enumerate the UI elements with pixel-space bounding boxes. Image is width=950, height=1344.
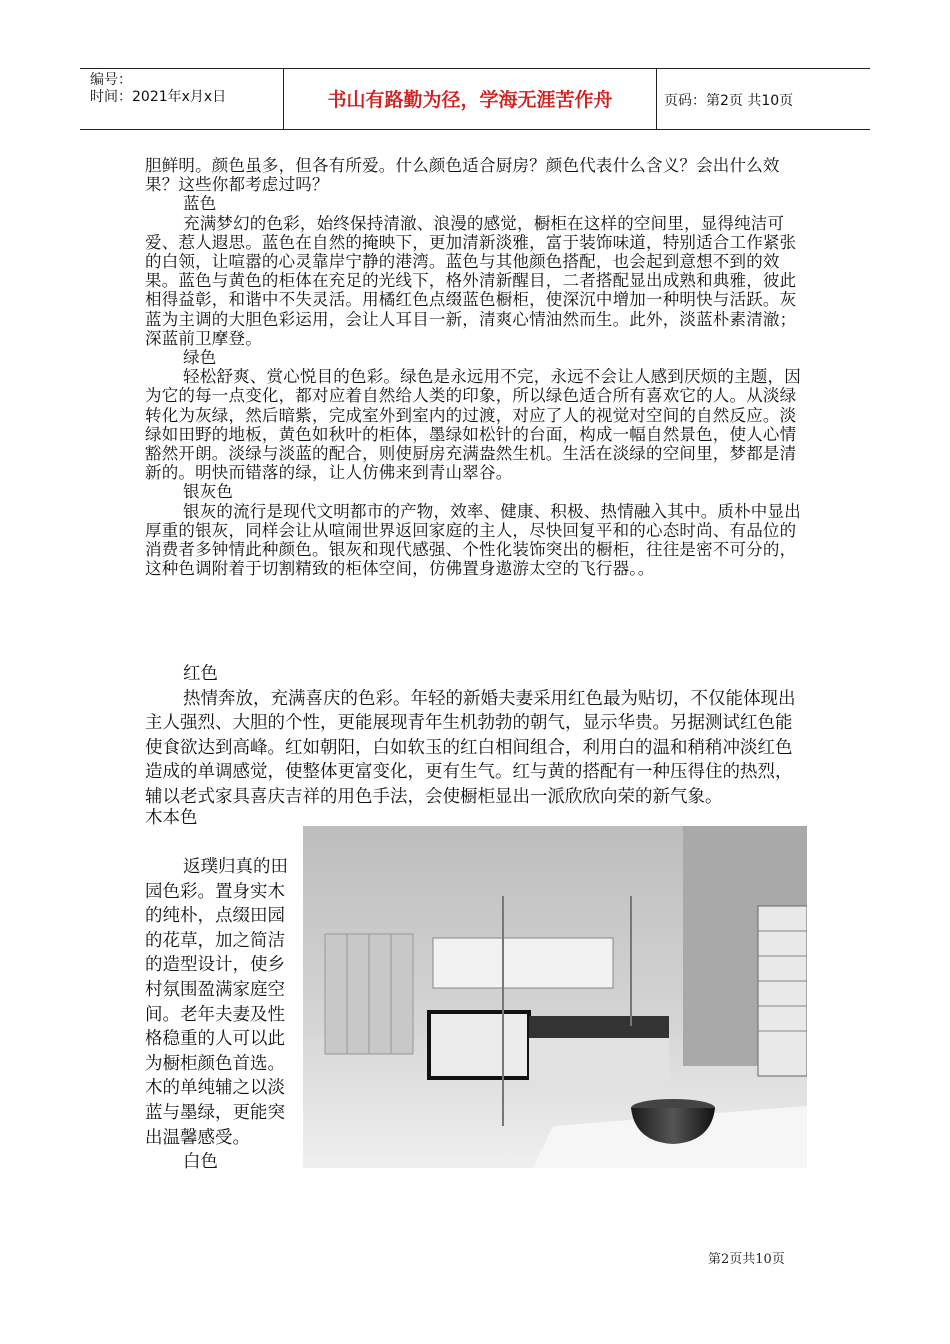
section-title-white: 白色	[183, 1152, 218, 1173]
header-motto: 书山有路勤为径，学海无涯苦作舟	[327, 89, 613, 111]
header-bottom-rule	[80, 129, 870, 130]
section-title-red: 红色	[183, 664, 218, 684]
wood-section	[145, 806, 297, 1175]
serial-label: 编号：	[90, 72, 132, 88]
date-label: 时间：2021年x月x日	[90, 89, 227, 105]
article-body	[145, 156, 809, 578]
section-text-wood: 返璞归真的田园色彩。置身实木的纯朴，点缀田园的花草，加之简洁的造型设计，使乡村氛围盈满家庭空间。老年夫妻及性格稳重的人可以此为橱柜颜色首选。木的单纯辅之以淡蓝与墨绿，更能突出温馨感受。	[145, 857, 288, 1148]
header-top-rule	[80, 68, 870, 69]
intro-paragraph: 胆鲜明。颜色虽多，但各有所爱。什么颜色适合厨房？颜色代表什么含义？会出什么效果？这些你都考虑过吗？	[145, 156, 780, 195]
header-page-label: 页码：第2页 共10页	[664, 93, 794, 109]
section-text-silver: 银灰的流行是现代文明都市的产物，效率、健康、积极、热情融入其中。质朴中显出厚重的银灰，同样会让从喧闹世界返回家庭的主人，尽快回复平和的心态时尚、有品位的消费者多钟情此种颜色。银灰和现代感强、个性化装饰突出的橱柜，往往是密不可分的，这种色调附着于切割精致的柜体空间，仿佛置身遨游太空的飞行器。。	[145, 501, 801, 579]
header-info	[90, 72, 226, 106]
header-divider	[656, 68, 657, 129]
section-title-green: 绿色	[183, 348, 217, 368]
kitchen-photo	[303, 826, 807, 1168]
section-text-blue: 充满梦幻的色彩，始终保持清澈、浪漫的感觉，橱柜在这样的空间里，显得纯洁可爱、惹人遐思。蓝色在自然的掩映下，更加清新淡雅，富于装饰味道，特别适合工作紧张的白领，让喧嚣的心灵靠岸宁静的港湾。蓝色与其他颜色搭配，也会起到意想不到的效果。蓝色与黄色的柜体在充足的光线下，格外清新醒目，二者搭配显出成熟和典雅，彼此相得益彰，和谐中不失灵活。用橘红色点缀蓝色橱柜，使深沉中增加一种明快与活跃。灰蓝为主调的大胆色彩运用，会让人耳目一新，清爽心情油然而生。此外，淡蓝朴素清澈；深蓝前卫摩登。	[145, 213, 797, 348]
section-text-green: 轻松舒爽、赏心悦目的色彩。绿色是永远用不完，永远不会让人感到厌烦的主题，因为它的每一点变化，都对应着自然给人类的印象，所以绿色适合所有喜欢它的人。从淡绿转化为灰绿，然后暗紫，完成室外到室内的过渡，对应了人的视觉对空间的自然反应。淡绿如田野的地板，黄色如秋叶的柜体，墨绿如松针的台面，构成一幅自然景色，使人心情豁然开朗。淡绿与淡蓝的配合，则使厨房充满盎然生机。生活在淡绿的空间里，梦都是清新的。明快而错落的绿，让人仿佛来到青山翠谷。	[145, 367, 801, 483]
section-title-wood: 木本色	[145, 808, 198, 828]
section-text-red: 热情奔放，充满喜庆的色彩。年轻的新婚夫妻采用红色最为贴切，不仅能体现出主人强烈、大胆的个性，更能展现青年生机勃勃的朝气，显示华贵。另据测试红色能使食欲达到高峰。红如朝阳，白如软玉的红白相间组合，利用白的温和稍稍冲淡红色造成的单调感觉，使整体更富变化，更有生气。红与黄的搭配有一种压得住的热烈，辅以老式家具喜庆吉祥的用色手法，会使橱柜显出一派欣欣向荣的新气象。	[145, 688, 796, 807]
footer-page-number: 第2页共10页	[708, 1252, 785, 1267]
section-title-blue: 蓝色	[183, 194, 217, 214]
section-title-silver: 银灰色	[183, 482, 234, 502]
